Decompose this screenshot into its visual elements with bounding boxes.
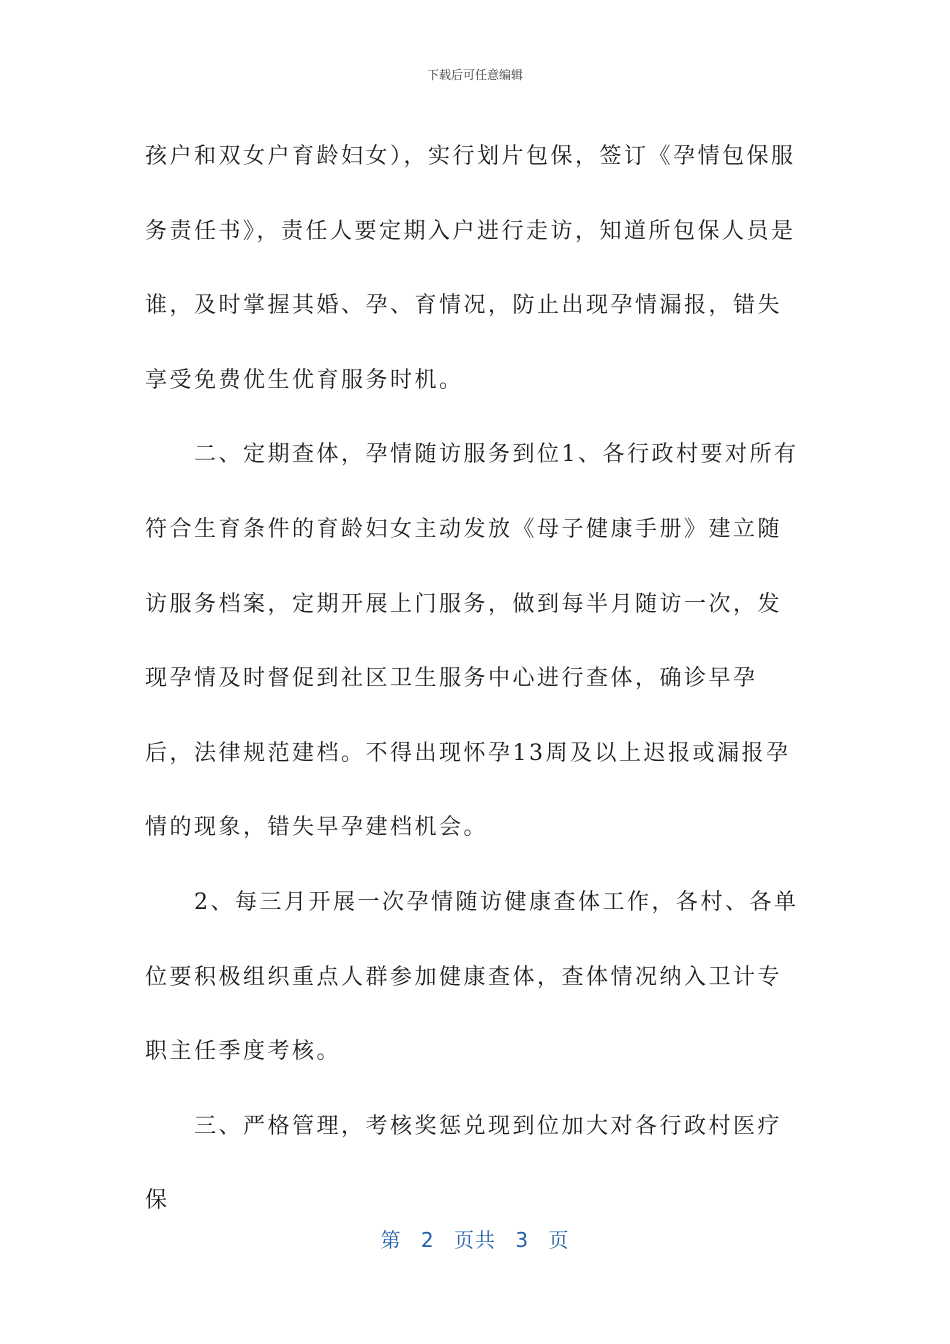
- paragraph-1: 孩户和双女户育龄妇女），实行划片包保，签订《孕情包保服务责任书》，责任人要定期入户进行走访，知道所包保人员是谁，及时掌握其婚、孕、育情况，防止出现孕情漏报，错失享受免费优生优育服务时机。: [145, 144, 796, 393]
- footer-prefix: 第: [380, 1228, 402, 1252]
- paragraph-3: 2、每三月开展一次孕情随访健康查体工作，各村、各单位要积极组织重点人群参加健康查体，查体情况纳入卫计专职主任季度考核。: [145, 889, 799, 1065]
- paragraph-2: 二、定期查体，孕情随访服务到位1、各行政村要对所有符合生育条件的育龄妇女主动发放《母子健康手册》建立随访服务档案，定期开展上门服务，做到每半月随访一次，发现孕情及时督促到社区卫生服务中心进行查体，确诊早孕后，法律规范建档。不得出现怀孕13周及以上迟报或漏报孕情的现象，错失早孕建档机会。: [145, 442, 799, 841]
- total-pages-number: 3: [515, 1228, 530, 1252]
- footer-suffix: 页: [548, 1228, 570, 1252]
- footer-middle: 页共: [454, 1228, 496, 1252]
- document-body: [145, 120, 805, 1239]
- page-footer: [0, 1224, 950, 1253]
- header-note: 下载后可任意编辑: [426, 68, 523, 82]
- paragraph-4: 三、严格管理，考核奖惩兑现到位加大对各行政村医疗保: [145, 1113, 783, 1214]
- current-page-number: 2: [420, 1228, 435, 1252]
